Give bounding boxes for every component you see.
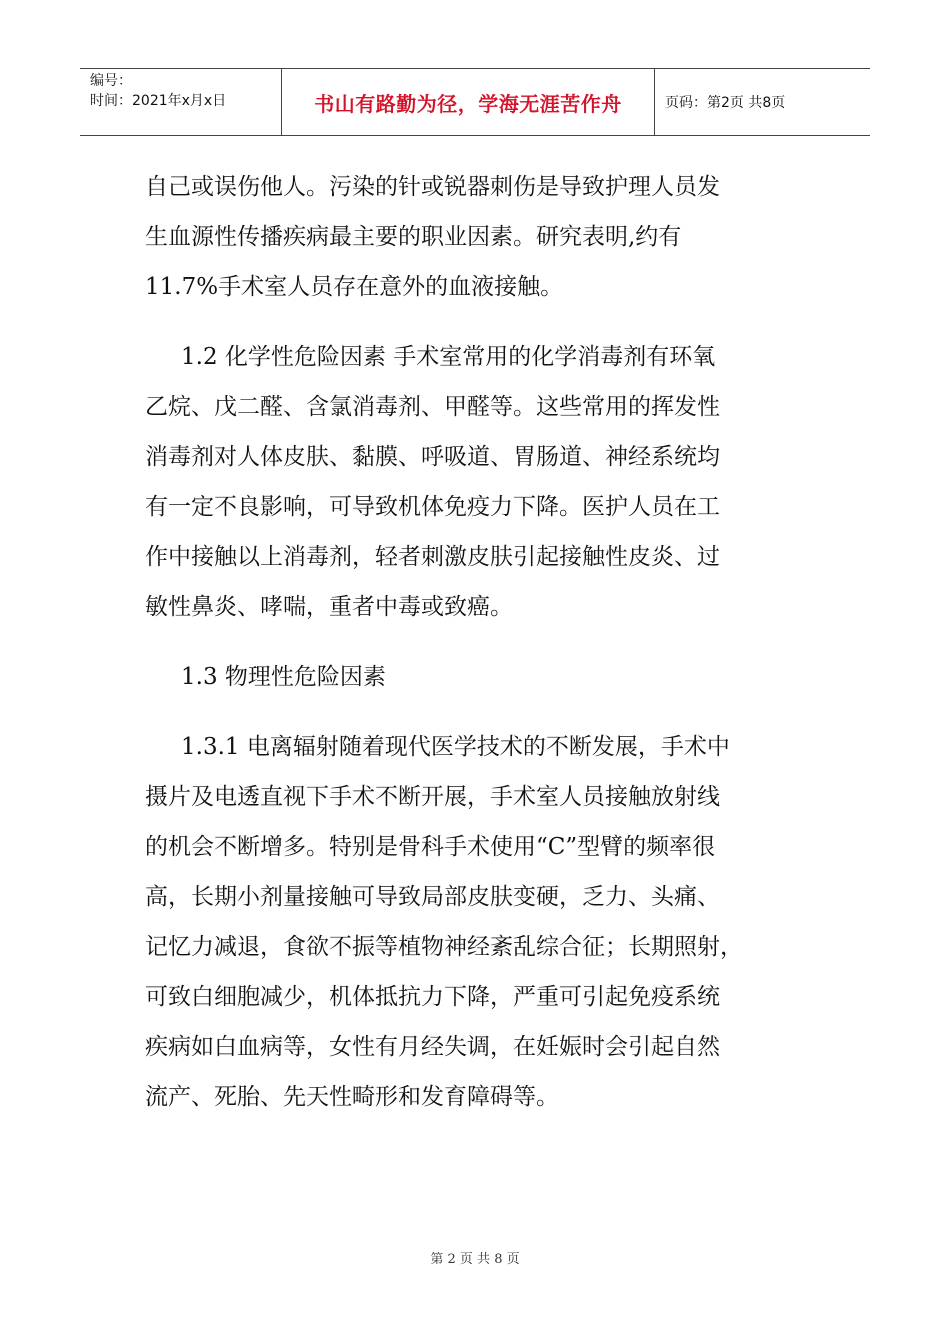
text-line: 可致白细胞减少，机体抵抗力下降，严重可引起免疫系统 [145, 984, 720, 1010]
text-line: 的机会不断增多。特别是骨科手术使用“C”型臂的频率很 [145, 834, 716, 860]
document-body [145, 162, 815, 1142]
text-line: 消毒剂对人体皮肤、黏膜、呼吸道、胃肠道、神经系统均 [145, 444, 720, 470]
text-line: 1.2 化学性危险因素 手术室常用的化学消毒剂有环氧 [181, 344, 716, 370]
text-line: 乙烷、戊二醛、含氯消毒剂、甲醛等。这些常用的挥发性 [145, 394, 720, 420]
paragraph-1 [145, 162, 815, 312]
text-line: 敏性鼻炎、哮喘，重者中毒或致癌。 [145, 594, 513, 620]
document-date: 时间：2021年x月x日 [90, 93, 227, 109]
text-line: 1.3 物理性危险因素 [181, 664, 386, 690]
paragraph-ionizing-radiation [145, 722, 815, 1122]
page-header [80, 68, 870, 136]
text-line: 高，长期小剂量接触可导致局部皮肤变硬，乏力、头痛、 [145, 884, 720, 910]
header-page-info: 页码：第2页 共8页 [665, 95, 786, 111]
text-line: 有一定不良影响，可导致机体免疫力下降。医护人员在工 [145, 494, 720, 520]
text-line: 流产、死胎、先天性畸形和发育障碍等。 [145, 1084, 559, 1110]
text-line: 生血源性传播疾病最主要的职业因素。研究表明,约有 [145, 224, 682, 250]
paragraph-chemical-hazards [145, 332, 815, 632]
header-motto: 书山有路勤为径，学海无涯苦作舟 [282, 69, 655, 135]
heading-physical-hazards [145, 652, 815, 702]
document-number-label: 编号： [90, 73, 132, 89]
header-meta [80, 69, 282, 135]
text-line: 11.7%手术室人员存在意外的血液接触。 [145, 274, 564, 300]
page-footer: 第 2 页 共 8 页 [430, 1252, 520, 1267]
text-line: 疾病如白血病等，女性有月经失调，在妊娠时会引起自然 [145, 1034, 720, 1060]
text-line: 1.3.1 电离辐射随着现代医学技术的不断发展，手术中 [181, 734, 730, 760]
text-line: 记忆力减退，食欲不振等植物神经紊乱综合征；长期照射， [145, 934, 743, 960]
text-line: 摄片及电透直视下手术不断开展，手术室人员接触放射线 [145, 784, 720, 810]
text-line: 自己或误伤他人。污染的针或锐器刺伤是导致护理人员发 [145, 174, 720, 200]
text-line: 作中接触以上消毒剂，轻者刺激皮肤引起接触性皮炎、过 [145, 544, 720, 570]
